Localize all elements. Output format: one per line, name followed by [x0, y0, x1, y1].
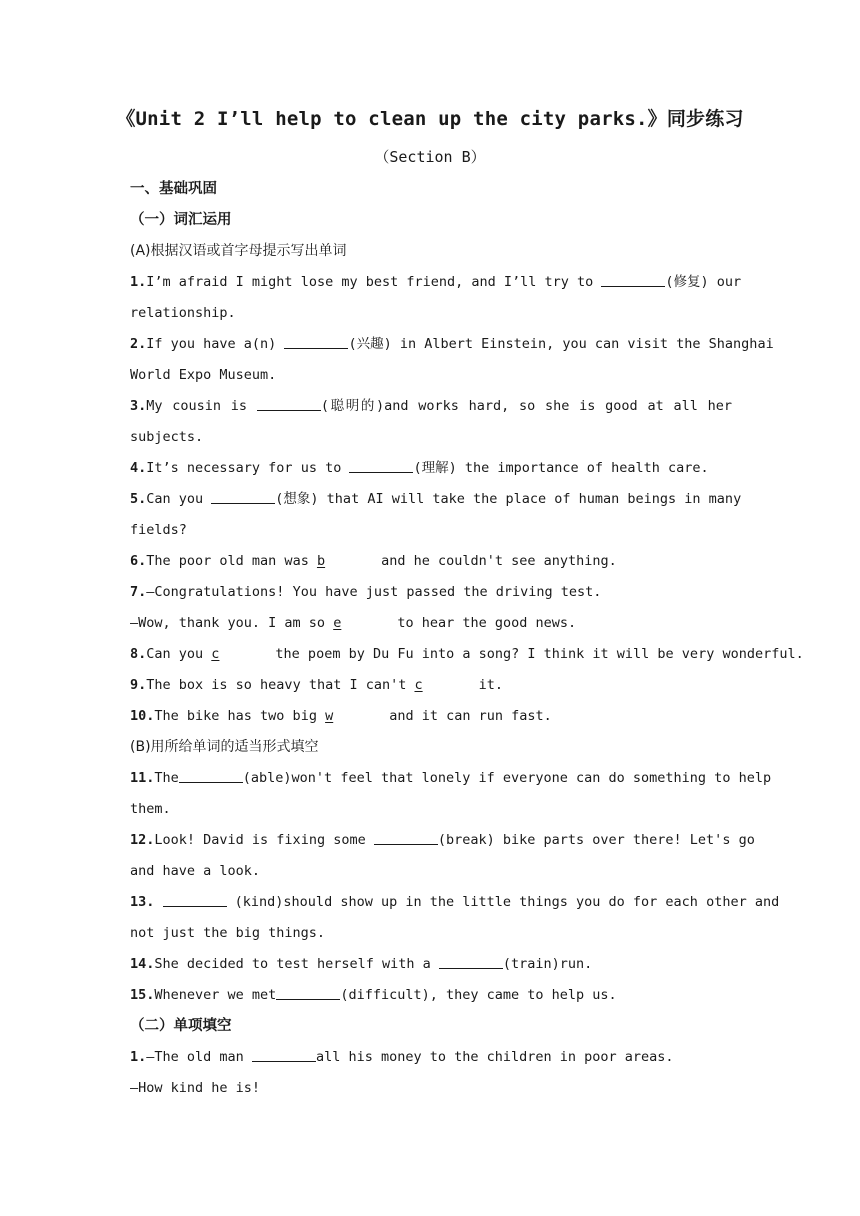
question-13-continued: not just the big things.: [130, 925, 326, 941]
question-number: 1.: [130, 1049, 147, 1065]
question-text: (able)won't feel that lonely if everyone can do something to help: [242, 770, 772, 786]
question-14: [130, 949, 732, 980]
question-number: 1.: [130, 274, 147, 290]
question-11-continued: them.: [130, 801, 171, 817]
answer-blank-with-initial[interactable]: e: [333, 615, 342, 631]
question-text: It’s necessary for us to: [146, 460, 350, 476]
question-11: [130, 763, 772, 794]
question-text: to hear the good news.: [389, 615, 577, 631]
question-number: 14.: [130, 956, 155, 972]
question-text: Whenever we met: [154, 987, 277, 1003]
answer-blank[interactable]: [257, 396, 321, 411]
question-text: (理解) the importance of health care.: [413, 460, 709, 476]
question-9: [130, 670, 732, 701]
question-text: Look! David is fixing some: [154, 832, 374, 848]
answer-blank-with-initial[interactable]: w: [325, 708, 334, 724]
question-text: The bike has two big: [154, 708, 326, 724]
question-3: [130, 391, 732, 422]
question-text: (聪明的)and works hard, so she is good at all her: [320, 398, 732, 414]
answer-blank[interactable]: [179, 768, 243, 783]
question-text: —Congratulations! You have just passed the driving test.: [146, 584, 602, 600]
question-text: it.: [470, 677, 503, 693]
document-subtitle: （Section B）: [374, 148, 486, 166]
question-10: [130, 701, 732, 732]
question-5: [130, 484, 742, 515]
question-text: (修复) our: [665, 274, 742, 290]
question-15: [130, 980, 732, 1011]
question-13: [130, 887, 780, 918]
question-2: [130, 329, 774, 360]
question-text: (想象) that AI will take the place of human beings in many: [275, 491, 742, 507]
question-12-continued: and have a look.: [130, 863, 261, 879]
question-number: 2.: [130, 336, 147, 352]
answer-blank-with-initial[interactable]: c: [211, 646, 220, 662]
question-text: The poor old man was: [146, 553, 317, 569]
question-number: 7.: [130, 584, 147, 600]
question-text: and he couldn't see anything.: [372, 553, 617, 569]
answer-blank[interactable]: [276, 985, 340, 1000]
question-text: She decided to test herself with a: [154, 956, 439, 972]
part-a-instruction: (A)根据汉语或首字母提示写出单词: [130, 243, 347, 259]
question-3-continued: subjects.: [130, 429, 204, 445]
question-12: [130, 825, 755, 856]
part-heading-single-choice: （二）单项填空: [130, 1018, 232, 1034]
choice-question-1-reply: —How kind he is!: [130, 1080, 261, 1096]
part-b-instruction: (B)用所给单词的适当形式填空: [130, 739, 319, 755]
question-text: Can you: [146, 646, 212, 662]
part-heading-vocabulary: （一）词汇运用: [130, 212, 232, 228]
document-title: 《Unit 2 I’ll help to clean up the city parks.》同步练习: [116, 108, 744, 130]
answer-blank[interactable]: [252, 1047, 316, 1062]
question-number: 8.: [130, 646, 147, 662]
question-number: 5.: [130, 491, 147, 507]
choice-question-1: [130, 1042, 732, 1073]
answer-blank[interactable]: [284, 334, 348, 349]
question-text: (兴趣) in Albert Einstein, you can visit the Shanghai: [348, 336, 774, 352]
question-text: [154, 894, 162, 910]
section-heading: 一、基础巩固: [130, 181, 217, 197]
question-text: Can you: [146, 491, 212, 507]
question-number: 10.: [130, 708, 155, 724]
question-7-reply: [130, 608, 732, 639]
answer-blank[interactable]: [211, 489, 275, 504]
question-text: My cousin is: [146, 398, 257, 414]
question-number: 9.: [130, 677, 147, 693]
answer-blank-with-initial[interactable]: c: [414, 677, 423, 693]
answer-blank-with-initial[interactable]: b: [316, 553, 326, 569]
question-text: —Wow, thank you. I am so: [130, 615, 334, 631]
answer-blank[interactable]: [349, 458, 413, 473]
question-text: the poem by Du Fu into a song? I think it will be very wonderful.: [267, 646, 804, 662]
question-text: —The old man: [146, 1049, 252, 1065]
question-6: [130, 546, 732, 577]
question-text: (kind)should show up in the little things you do for each other and: [226, 894, 780, 910]
question-2-continued: World Expo Museum.: [130, 367, 277, 383]
question-text: If you have a(n): [146, 336, 285, 352]
question-text: and it can run fast.: [381, 708, 552, 724]
question-7: [130, 577, 732, 608]
question-text: I’m afraid I might lose my best friend, and I’ll try to: [146, 274, 602, 290]
answer-blank[interactable]: [163, 892, 227, 907]
question-text: (train)run.: [502, 956, 593, 972]
exercise-content: [130, 174, 804, 1104]
question-number: 4.: [130, 460, 147, 476]
question-number: 6.: [130, 553, 147, 569]
answer-blank[interactable]: [439, 954, 503, 969]
question-5-continued: fields?: [130, 522, 187, 538]
answer-blank[interactable]: [374, 830, 438, 845]
question-text: (break) bike parts over there! Let's go: [437, 832, 755, 848]
answer-blank[interactable]: [601, 272, 665, 287]
question-text: all his money to the children in poor areas.: [315, 1049, 674, 1065]
question-number: 11.: [130, 770, 155, 786]
question-number: 12.: [130, 832, 155, 848]
question-1: [130, 267, 742, 298]
question-1-continued: relationship.: [130, 305, 236, 321]
question-text: The box is so heavy that I can't: [146, 677, 415, 693]
question-text: (difficult), they came to help us.: [340, 987, 617, 1003]
question-number: 15.: [130, 987, 155, 1003]
question-number: 3.: [130, 398, 147, 414]
question-8: [130, 639, 804, 670]
question-4: [130, 453, 732, 484]
question-text: The: [154, 770, 179, 786]
question-number: 13.: [130, 894, 155, 910]
